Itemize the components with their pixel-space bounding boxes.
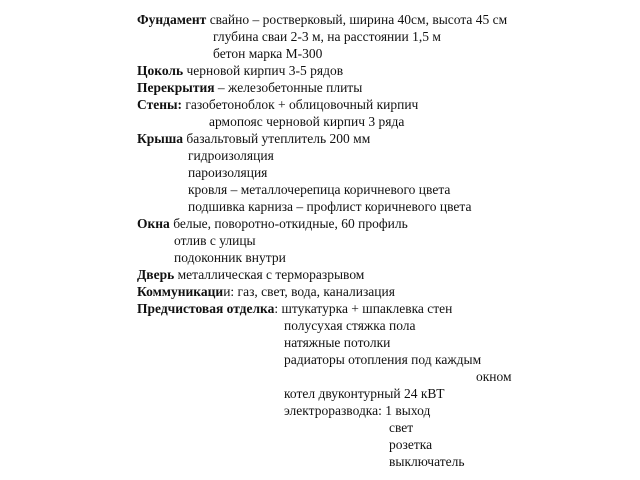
finishing-electrical-wiring: электроразводка: 1 выход [284, 403, 431, 418]
finishing-label: Предчистовая отделка [137, 301, 275, 316]
roof-eaves-soffit: подшивка карниза – профлист коричневого цвета [188, 199, 472, 214]
windows-label: Окна [137, 216, 170, 231]
utilities-line [137, 283, 395, 300]
roof-vapor-barrier: пароизоляция [188, 165, 268, 180]
floors-label: Перекрытия [137, 80, 215, 95]
foundation-label: Фундамент [137, 12, 207, 27]
walls-line [137, 96, 418, 113]
windows-text: белые, поворотно-откидные, 60 профиль [169, 216, 408, 231]
finishing-stretch-ceilings: натяжные потолки [284, 335, 391, 350]
foundation-pile-depth: глубина сваи 2-3 м, на расстоянии 1,5 м [213, 29, 441, 44]
plinth-text: черновой кирпич 3-5 рядов [183, 63, 344, 78]
electrical-light: свет [389, 420, 414, 435]
windows-line [137, 215, 408, 232]
foundation-concrete-grade: бетон марка М-300 [213, 46, 323, 61]
electrical-socket: розетка [389, 437, 433, 452]
utilities-text: и: газ, свет, вода, канализация [223, 284, 395, 299]
roof-waterproofing: гидроизоляция [188, 148, 274, 163]
door-label: Дверь [137, 267, 175, 282]
windows-drip-sill: отлив с улицы [174, 233, 256, 248]
plinth-label: Цоколь [137, 63, 184, 78]
roof-text: базальтовый утеплитель 200 мм [182, 131, 371, 146]
electrical-switch: выключатель [389, 454, 465, 469]
finishing-floor-screed: полусухая стяжка пола [284, 318, 416, 333]
finishing-line [137, 300, 452, 317]
walls-reinforcement-belt: армопояс черновой кирпич 3 ряда [209, 114, 405, 129]
finishing-radiators: радиаторы отопления под каждым [284, 352, 482, 367]
finishing-radiators-continuation: окном [476, 369, 512, 384]
walls-label: Стены: [137, 97, 183, 112]
walls-text: газобетоноблок + облицовочный кирпич [182, 97, 419, 112]
door-text: металлическая с терморазрывом [174, 267, 365, 282]
door-line [137, 266, 364, 283]
foundation-line [137, 11, 507, 28]
floors-line [137, 79, 362, 96]
roof-covering: кровля – металлочерепица коричневого цвета [188, 182, 451, 197]
plinth-line [137, 62, 343, 79]
finishing-boiler: котел двуконтурный 24 кВТ [284, 386, 445, 401]
finishing-text: : штукатурка + шпаклевка стен [274, 301, 453, 316]
foundation-text: свайно – ростверковый, ширина 40см, высота 45 см [206, 12, 508, 27]
roof-label: Крыша [137, 131, 183, 146]
utilities-label: Коммуникаци [137, 284, 224, 299]
windows-window-sill: подоконник внутри [174, 250, 286, 265]
floors-text: – железобетонные плиты [214, 80, 363, 95]
roof-line [137, 130, 370, 147]
